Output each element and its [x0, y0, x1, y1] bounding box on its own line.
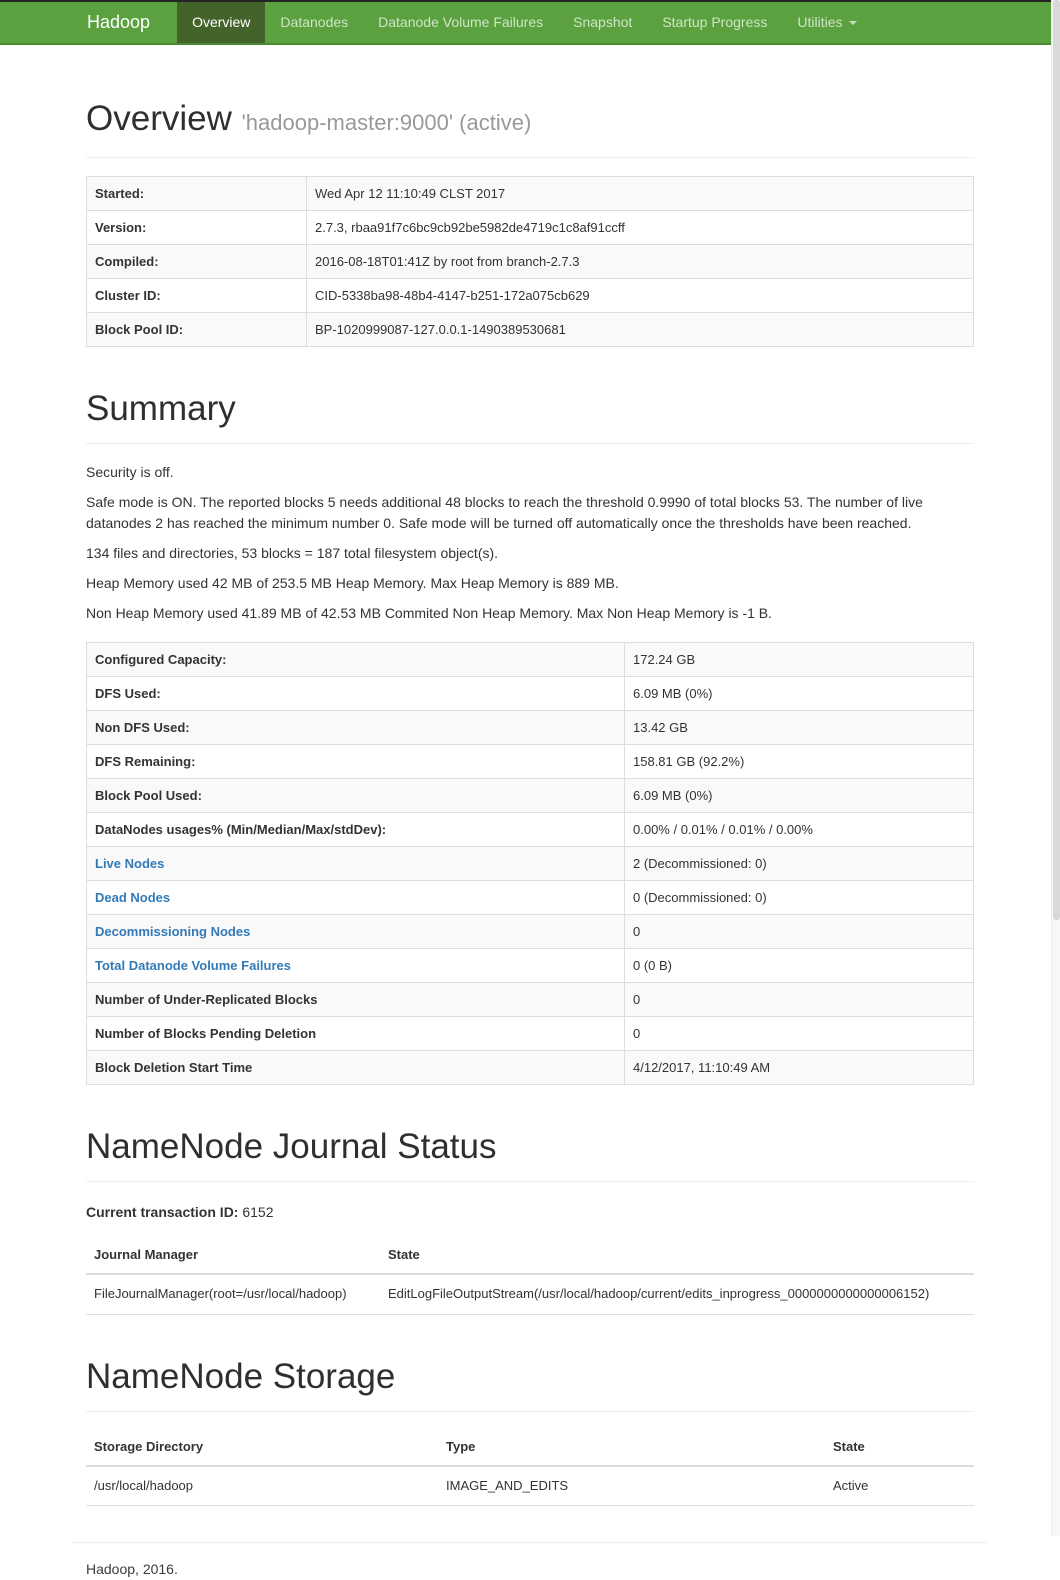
heap-memory-text: Heap Memory used 42 MB of 253.5 MB Heap Memory. Max Heap Memory is 889 MB. [86, 575, 619, 592]
table-row [87, 710, 974, 744]
summary-value-volume-failures: 0 (0 B) [625, 948, 974, 982]
storage-state-value: Active [825, 1466, 974, 1506]
page-title [86, 99, 974, 143]
table-row [87, 948, 974, 982]
info-label-block-pool-id: Block Pool ID: [87, 313, 307, 347]
security-status-text: Security is off. [86, 464, 174, 480]
summary-value-pending-deletion: 0 [625, 1016, 974, 1050]
scrollbar-thumb[interactable] [1053, 0, 1060, 920]
chevron-down-icon [849, 21, 857, 25]
summary-label-pending-deletion: Number of Blocks Pending Deletion [87, 1016, 625, 1050]
table-row [87, 177, 974, 211]
main-content [72, 99, 988, 1580]
table-header-row [86, 1238, 974, 1274]
journal-manager-value: FileJournalManager(root=/usr/local/hadoop) [86, 1274, 380, 1314]
summary-value-dfs-remaining: 158.81 GB (92.2%) [625, 744, 974, 778]
summary-label-under-replicated: Number of Under-Replicated Blocks [87, 982, 625, 1016]
non-heap-memory-text: Non Heap Memory used 41.89 MB of 42.53 MB Commited Non Heap Memory. Max Non Heap Memory is -1 B. [86, 605, 773, 622]
journal-col-state: State [380, 1238, 974, 1274]
info-value-cluster-id: CID-5338ba98-48b4-4147-b251-172a075cb629 [307, 279, 974, 313]
navbar-menu [177, 2, 871, 43]
nav-item-datanodes[interactable]: Datanodes [280, 14, 349, 31]
page-title-text: Overview [86, 99, 232, 138]
table-row [87, 982, 974, 1016]
dead-nodes-link[interactable]: Dead Nodes [95, 889, 171, 905]
table-row [87, 846, 974, 880]
footer-divider [72, 1542, 988, 1543]
table-row [87, 279, 974, 313]
nav-item-utilities[interactable] [782, 2, 871, 43]
summary-label-dfs-remaining: DFS Remaining: [87, 744, 625, 778]
current-transaction-id [86, 1202, 974, 1222]
volume-failures-link[interactable]: Total Datanode Volume Failures [95, 957, 291, 973]
journal-status-header [86, 1127, 974, 1182]
info-value-version: 2.7.3, rbaa91f7c6bc9cb92be5982de4719c1c8af91ccff [307, 211, 974, 245]
transaction-id-value: 6152 [242, 1203, 274, 1220]
summary-header [86, 389, 974, 444]
info-value-compiled: 2016-08-18T01:41Z by root from branch-2.7.3 [307, 245, 974, 279]
summary-value-non-dfs-used: 13.42 GB [625, 710, 974, 744]
summary-paragraphs [86, 462, 974, 624]
table-row [87, 642, 974, 676]
info-value-started: Wed Apr 12 11:10:49 CLST 2017 [307, 177, 974, 211]
storage-type-value: IMAGE_AND_EDITS [438, 1466, 825, 1506]
table-header-row [86, 1430, 974, 1466]
nav-item-overview[interactable]: Overview [177, 2, 265, 43]
summary-label-datanode-usages: DataNodes usages% (Min/Median/Max/stdDev): [87, 812, 625, 846]
filesystem-objects-text: 134 files and directories, 53 blocks = 187 total filesystem object(s). [86, 544, 499, 561]
info-label-compiled: Compiled: [87, 245, 307, 279]
table-row [87, 676, 974, 710]
info-label-cluster-id: Cluster ID: [87, 279, 307, 313]
summary-label-block-deletion-start: Block Deletion Start Time [87, 1050, 625, 1084]
navbar-brand[interactable]: Hadoop [87, 12, 151, 33]
summary-value-dfs-used: 6.09 MB (0%) [625, 676, 974, 710]
summary-value-configured-capacity: 172.24 GB [625, 642, 974, 676]
live-nodes-link[interactable]: Live Nodes [95, 855, 165, 871]
transaction-id-label: Current transaction ID: [86, 1203, 239, 1220]
summary-title: Summary [86, 389, 236, 428]
journal-status-title: NameNode Journal Status [86, 1126, 497, 1166]
nav-item-snapshot[interactable]: Snapshot [573, 14, 633, 31]
storage-header [86, 1357, 974, 1412]
table-row [86, 1466, 974, 1506]
storage-title: NameNode Storage [86, 1356, 396, 1396]
summary-label-non-dfs-used: Non DFS Used: [87, 710, 625, 744]
summary-value-block-pool-used: 6.09 MB (0%) [625, 778, 974, 812]
journal-col-manager: Journal Manager [86, 1238, 380, 1274]
table-row [87, 744, 974, 778]
table-row [87, 914, 974, 948]
decommissioning-nodes-link[interactable]: Decommissioning Nodes [95, 923, 251, 939]
info-value-block-pool-id: BP-1020999087-127.0.0.1-1490389530681 [307, 313, 974, 347]
overview-header [86, 99, 974, 158]
table-row [87, 778, 974, 812]
table-row [87, 313, 974, 347]
footer-text: Hadoop, 2016. [86, 1561, 178, 1578]
journal-table [86, 1238, 974, 1315]
info-label-version: Version: [87, 211, 307, 245]
table-row [87, 1050, 974, 1084]
summary-value-under-replicated: 0 [625, 982, 974, 1016]
summary-label-dfs-used: DFS Used: [87, 676, 625, 710]
storage-col-type: Type [438, 1430, 825, 1466]
table-row [87, 245, 974, 279]
table-row [86, 1274, 974, 1314]
summary-value-dead-nodes: 0 (Decommissioned: 0) [625, 880, 974, 914]
info-label-started: Started: [87, 177, 307, 211]
summary-table [86, 642, 974, 1085]
journal-state-value: EditLogFileOutputStream(/usr/local/hadoop/current/edits_inprogress_0000000000000006152) [380, 1274, 974, 1314]
storage-table [86, 1430, 974, 1507]
table-row [87, 812, 974, 846]
summary-value-block-deletion-start: 4/12/2017, 11:10:49 AM [625, 1050, 974, 1084]
overview-info-table [86, 176, 974, 347]
nav-item-startup-progress[interactable]: Startup Progress [662, 14, 768, 31]
storage-col-directory: Storage Directory [86, 1430, 438, 1466]
top-navbar [0, 0, 1060, 45]
table-row [87, 211, 974, 245]
summary-value-live-nodes: 2 (Decommissioned: 0) [625, 846, 974, 880]
nav-item-utilities-label: Utilities [797, 14, 843, 31]
safe-mode-text: Safe mode is ON. The reported blocks 5 needs additional 48 blocks to reach the threshold 0.9990 of total blocks 53. The number of live datanodes 2 has reached the minimum number 0. Safe mode will be turned off automatically once the thresholds have been reached. [86, 494, 923, 531]
summary-value-decommissioning-nodes: 0 [625, 914, 974, 948]
summary-value-datanode-usages: 0.00% / 0.01% / 0.01% / 0.00% [625, 812, 974, 846]
summary-label-configured-capacity: Configured Capacity: [87, 642, 625, 676]
storage-directory-value: /usr/local/hadoop [86, 1466, 438, 1506]
storage-col-state: State [825, 1430, 974, 1466]
table-row [87, 1016, 974, 1050]
nav-item-datanode-volume-failures[interactable]: Datanode Volume Failures [378, 14, 544, 31]
scrollbar-track[interactable] [1051, 0, 1060, 1536]
table-row [87, 880, 974, 914]
page-subtitle: 'hadoop-master:9000' (active) [241, 110, 532, 135]
summary-label-block-pool-used: Block Pool Used: [87, 778, 625, 812]
